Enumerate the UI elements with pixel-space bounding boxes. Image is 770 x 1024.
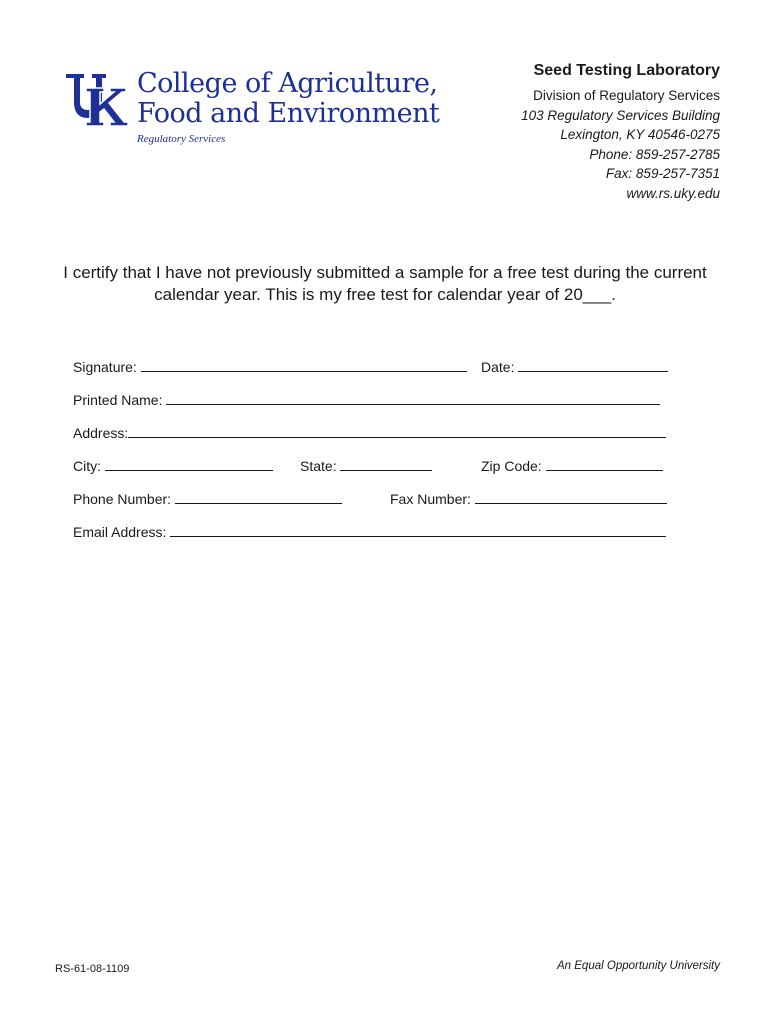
date-blank[interactable] [518,357,668,372]
zip-code-blank[interactable] [546,456,663,471]
printed-name-field[interactable] [73,390,660,408]
state-field[interactable] [300,456,432,474]
lab-title: Seed Testing Laboratory [533,62,720,79]
lab-building: 103 Regulatory Services Building [521,107,720,123]
logo-line-2: Food and Environment [137,98,440,129]
certification-line-2: calendar year. This is my free test for calendar year of 20___. [154,285,616,304]
date-label: Date: [481,359,515,375]
email-address-blank[interactable] [170,522,666,537]
lab-contact-block [521,62,720,203]
lab-phone: Phone: 859-257-2785 [589,146,720,162]
city-label: City: [73,458,101,474]
email-address-field[interactable] [73,522,666,540]
form-code: RS-61-08-1109 [55,963,130,975]
phone-number-label: Phone Number: [73,491,172,507]
fax-number-blank[interactable] [475,489,667,504]
printed-name-blank[interactable] [166,390,660,405]
lab-city: Lexington, KY 40546-0275 [560,127,720,142]
lab-website: www.rs.uky.edu [626,185,720,201]
signature-blank[interactable] [141,357,467,372]
signature-label: Signature: [73,359,137,375]
state-label: State: [300,458,337,474]
equal-opportunity-notice: An Equal Opportunity University [557,960,720,972]
state-blank[interactable] [340,456,432,471]
address-label: Address: [73,425,129,441]
address-field[interactable] [73,423,666,441]
zip-code-field[interactable] [481,456,663,474]
printed-name-label: Printed Name: [73,392,163,408]
certification-statement [40,262,730,306]
logo-line-1: College of Agriculture, [137,68,438,99]
certification-line-1: I certify that I have not previously submitted a sample for a free test during the current [63,263,707,282]
city-blank[interactable] [105,456,273,471]
phone-number-blank[interactable] [175,489,342,504]
date-field[interactable] [481,357,668,375]
fax-number-label: Fax Number: [390,491,471,507]
uk-logo [64,70,464,150]
uk-logo-mark-icon [64,72,128,128]
zip-code-label: Zip Code: [481,458,542,474]
signature-field[interactable] [73,357,467,375]
lab-fax: Fax: 859-257-7351 [605,166,720,181]
city-field[interactable] [73,456,273,474]
address-blank[interactable] [128,423,666,438]
logo-subtitle: Regulatory Services [137,133,226,145]
fax-number-field[interactable] [390,489,667,507]
phone-number-field[interactable] [73,489,342,507]
lab-division: Division of Regulatory Services [533,88,720,103]
email-address-label: Email Address: [73,524,167,540]
